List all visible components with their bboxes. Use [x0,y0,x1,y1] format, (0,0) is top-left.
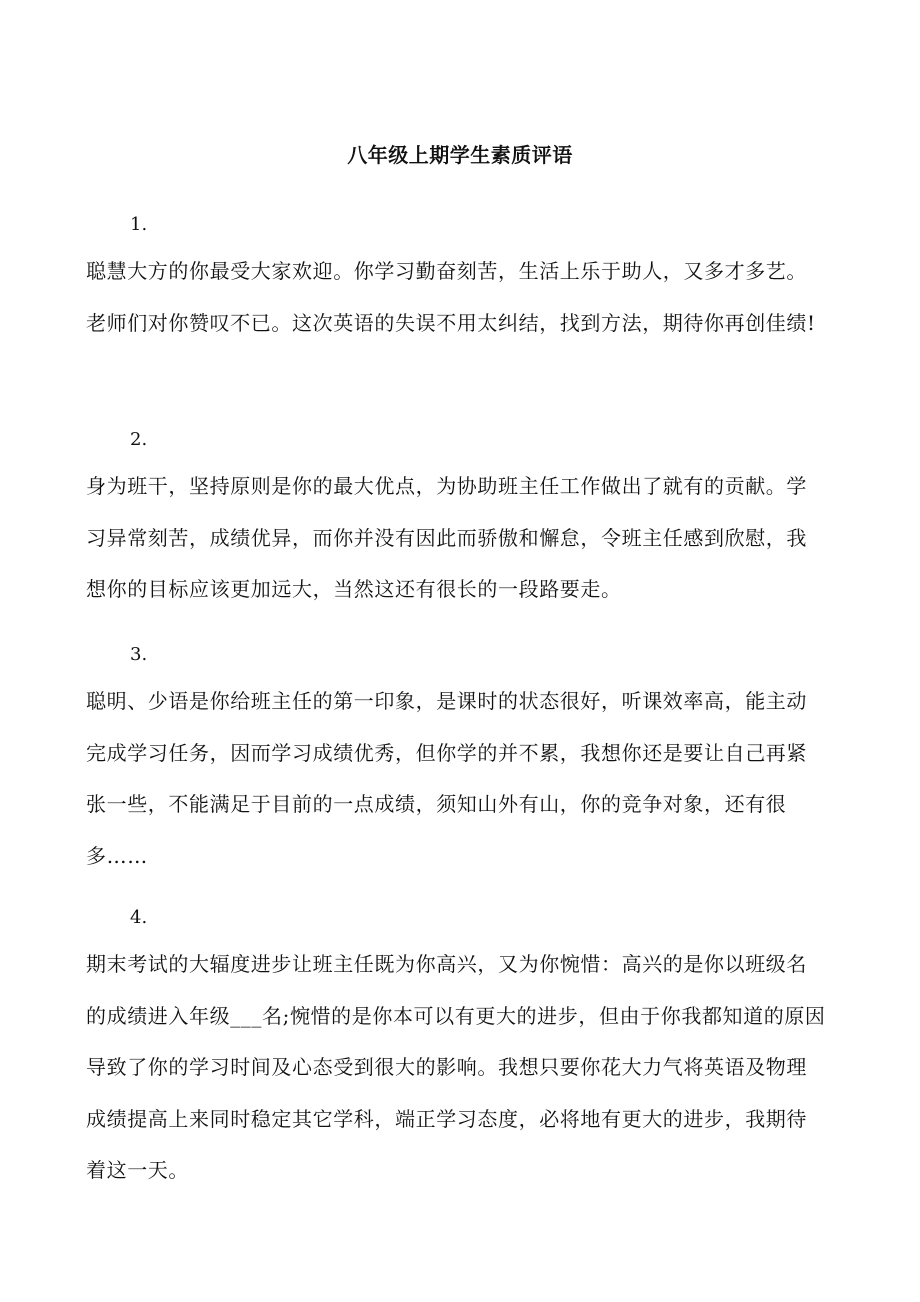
entry-text-4: 期末考试的大辐度进步让班主任既为你高兴，又为你惋惜：高兴的是你以班级名的成绩进入年级___名;惋惜的是你本可以有更大的进步，但由于你我都知道的原因导致了你的学习时间及心态受到很大的影响。我想只要你花大力气将英语及物理成绩提高上来同时稳定其它学科，端正学习态度，必将地有更大的进步，我期待着这一天。 [86,952,826,1182]
entry-number-1: 1. [130,214,148,235]
entry-text-2: 身为班干，坚持原则是你的最大优点，为协助班主任工作做出了就有的贡献。学习异常刻苦，成绩优异，而你并没有因此而骄傲和懈怠，令班主任感到欣慰，我想你的目标应该更加远大，当然这还有很长的一段路要走。 [86,474,807,601]
entry-number-3: 3. [130,644,148,665]
entry-text-1: 聪慧大方的你最受大家欢迎。你学习勤奋刻苦，生活上乐于助人，又多才多艺。老师们对你赞叹不已。这次英语的失误不用太纠结，找到方法，期待你再创佳绩! [86,259,816,335]
entry-number-2: 2. [130,429,148,450]
page-title: 八年级上期学生素质评语 [347,143,573,167]
entry-text-3: 聪明、少语是你给班主任的第一印象，是课时的状态很好，听课效率高，能主动完成学习任务，因而学习成绩优秀，但你学的并不累，我想你还是要让自己再紧张一些，不能满足于目前的一点成绩，须知山外有山，你的竞争对象，还有很多…… [86,689,807,868]
entry-number-4: 4. [130,907,148,928]
